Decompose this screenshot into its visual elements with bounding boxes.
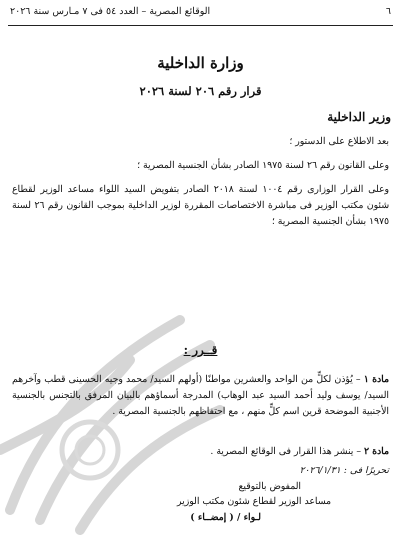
signature-rank: لـواء / ( إمضــاء )	[190, 512, 261, 523]
header-divider	[8, 25, 393, 26]
article-2-label: مادة ٢	[363, 446, 389, 457]
signature-title: مساعد الوزير لقطاع شئون مكتب الوزير	[177, 496, 331, 507]
article-1	[12, 372, 389, 420]
article-1-label: مادة ١	[363, 374, 389, 385]
signature-delegate: المفوض بالتوقيع	[238, 481, 301, 492]
ministry-title: وزارة الداخلية	[157, 54, 244, 72]
issuer-title: وزير الداخلية	[327, 110, 391, 124]
article-2	[12, 444, 389, 460]
article-1-text: – يُؤذن لكلٍّ من الواحد والعشرين مواطنًا (أولهم السيد/ محمد وجيه الحسينى قطب وآخرهم السيد/ يوسف وليد أحمد السيد عبد الوهاب) المدرجة أسماؤهم بالبيان المرفق بالتجنس بالجنسية الأجنبية الموضحة قرين اسم كلٍّ منهم ، مع احتفاظهم بالجنسية المصرية .	[12, 374, 389, 417]
preamble-paragraph-1: بعد الاطلاع على الدستور ؛	[289, 136, 389, 147]
decided-heading: قــرر :	[183, 343, 218, 357]
page-header	[10, 6, 391, 22]
preamble-paragraph-3: وعلى القرار الوزارى رقم ١٠٠٤ لسنة ٢٠١٨ الصادر بتفويض السيد اللواء مساعد الوزير لقطاع شئون مكتب الوزير فى مباشرة الاختصاصات المقررة لوزير الداخلية بموجب القانون رقم ٢٦ لسنة ١٩٧٥ بشأن الجنسية المصرية ؛	[12, 184, 389, 227]
date-line: تحريرًا فى : ٢٠٢٦/١/٣١	[299, 465, 389, 476]
page-number: ٦	[385, 6, 391, 17]
issue-line: الوقائع المصرية – العدد ٥٤ فى ٧ مـارس سنة ٢٠٢٦	[10, 6, 211, 17]
article-2-text: – ينشر هذا القرار فى الوقائع المصرية .	[210, 446, 364, 457]
decree-number: قرار رقم ٢٠٦ لسنة ٢٠٢٦	[139, 84, 262, 98]
preamble-paragraph-2: وعلى القانون رقم ٢٦ لسنة ١٩٧٥ الصادر بشأن الجنسية المصرية ؛	[137, 160, 389, 171]
